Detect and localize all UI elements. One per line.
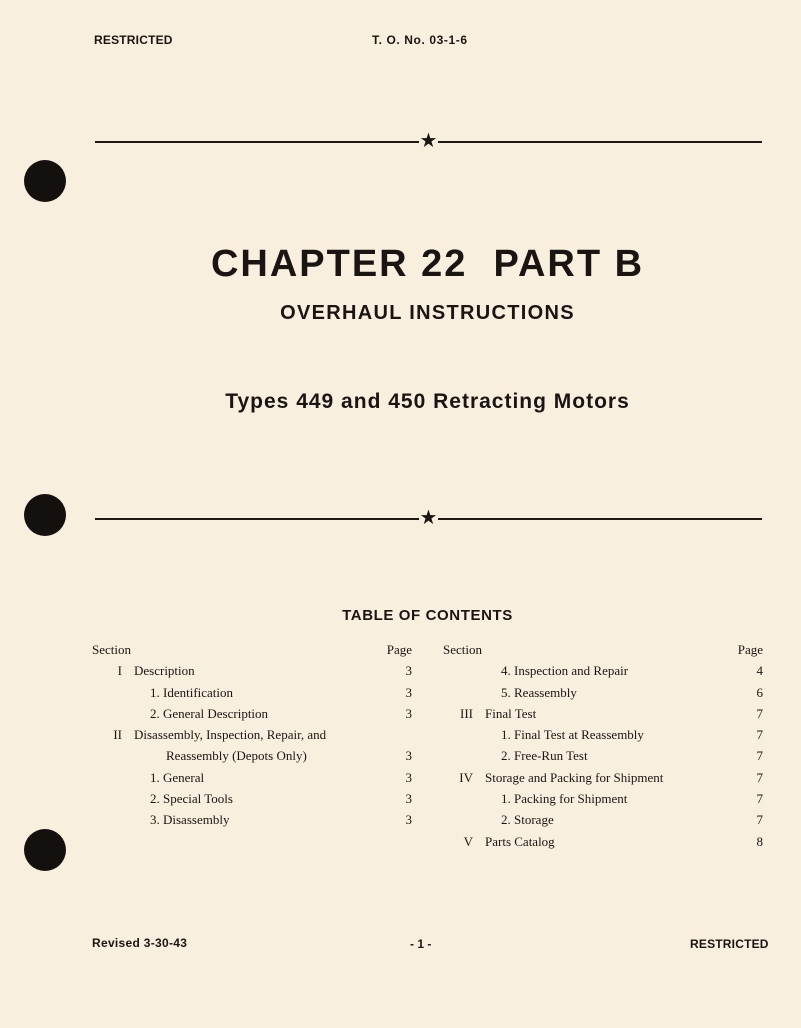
toc-entry xyxy=(443,745,763,766)
toc-entry xyxy=(443,831,763,852)
toc-entry-label: Final Test xyxy=(485,705,537,721)
toc-entry xyxy=(443,809,763,830)
page-column-header: Page xyxy=(386,642,412,657)
toc-entry-label: 1. Packing for Shipment xyxy=(501,791,628,807)
toc-entry-page: 7 xyxy=(756,769,763,785)
toc-entry-page: 7 xyxy=(756,705,763,721)
toc-entry-label: 4. Inspection and Repair xyxy=(501,663,629,679)
toc-entry-label: 2. General Description xyxy=(150,705,269,721)
toc-entry-page: 7 xyxy=(756,748,763,764)
star-icon: ★ xyxy=(419,128,438,152)
toc-entry-page: 3 xyxy=(405,769,412,785)
toc-entry xyxy=(443,660,763,681)
section-column-header: Section xyxy=(92,642,131,657)
toc-entry xyxy=(92,788,412,809)
toc-entry-page: 7 xyxy=(756,791,763,807)
toc-entry xyxy=(443,724,763,745)
top-star-rule xyxy=(95,128,762,152)
page-number: - 1 - xyxy=(410,937,432,951)
toc-entry xyxy=(92,809,412,830)
toc-entry-label: Description xyxy=(134,663,195,679)
toc-entry-page: 8 xyxy=(756,833,763,849)
technical-order-number: T. O. No. 03-1-6 xyxy=(372,33,468,47)
toc-entry-page: 3 xyxy=(405,748,412,764)
toc-section-number: IV xyxy=(459,769,473,785)
toc-entry-label: 1. Final Test at Reassembly xyxy=(501,727,644,743)
chapter-label: CHAPTER 22 xyxy=(210,243,468,285)
toc-entry-page: 3 xyxy=(405,663,412,679)
toc-section-number: I xyxy=(117,663,122,679)
punch-hole-middle xyxy=(24,494,66,536)
toc-entry-label: 3. Disassembly xyxy=(150,812,230,828)
chapter-title xyxy=(0,243,801,286)
punch-hole-top xyxy=(24,160,66,202)
star-icon: ★ xyxy=(419,505,438,529)
toc-header-row xyxy=(443,639,763,660)
toc-entry-page: 7 xyxy=(756,812,763,828)
toc-entry-page: 3 xyxy=(405,705,412,721)
punch-hole-bottom xyxy=(24,829,66,871)
page-column-header: Page xyxy=(737,642,763,657)
toc-entry xyxy=(443,788,763,809)
toc-entry-page: 6 xyxy=(756,684,763,700)
toc-entry xyxy=(92,724,412,745)
toc-entry-label: 1. General xyxy=(150,769,205,785)
toc-entry-page: 4 xyxy=(756,663,763,679)
toc-entry xyxy=(92,767,412,788)
toc-section-number: III xyxy=(460,705,473,721)
revision-date: Revised 3-30-43 xyxy=(92,936,188,950)
toc-section-number: V xyxy=(463,833,473,849)
toc-entry-page: 3 xyxy=(405,684,412,700)
toc-title: TABLE OF CONTENTS xyxy=(342,607,513,624)
toc-entry xyxy=(92,745,412,766)
toc-entry xyxy=(443,682,763,703)
toc-entry-page: 3 xyxy=(405,791,412,807)
toc-entry xyxy=(92,660,412,681)
part-label: PART B xyxy=(493,243,645,285)
footer-classification: RESTRICTED xyxy=(690,937,769,951)
toc-entry-label: Disassembly, Inspection, Repair, and xyxy=(134,727,327,743)
toc-entry xyxy=(443,703,763,724)
toc-entry xyxy=(443,767,763,788)
toc-header-row xyxy=(92,639,412,660)
toc-entry xyxy=(92,703,412,724)
toc-entry-page: 3 xyxy=(405,812,412,828)
section-column-header: Section xyxy=(443,642,482,657)
toc-entry-label: 2. Free-Run Test xyxy=(501,748,588,764)
toc-entry xyxy=(92,682,412,703)
document-subject: Types 449 and 450 Retracting Motors xyxy=(225,390,630,413)
toc-column-right xyxy=(443,639,763,852)
bottom-star-rule xyxy=(95,505,762,529)
toc-entry-label: 5. Reassembly xyxy=(501,684,577,700)
toc-entry-label: 2. Special Tools xyxy=(150,791,233,807)
toc-entry-label: Parts Catalog xyxy=(485,833,555,849)
document-subtitle: OVERHAUL INSTRUCTIONS xyxy=(280,302,575,324)
toc-entry-label: 2. Storage xyxy=(501,812,554,828)
toc-entry-label: 1. Identification xyxy=(150,684,234,700)
toc-column-left xyxy=(92,639,412,831)
toc-entry-label: Reassembly (Depots Only) xyxy=(166,748,307,764)
toc-entry-label: Storage and Packing for Shipment xyxy=(485,769,664,785)
header-classification: RESTRICTED xyxy=(94,33,173,47)
toc-section-number: II xyxy=(113,727,122,743)
toc-entry-page: 7 xyxy=(756,727,763,743)
